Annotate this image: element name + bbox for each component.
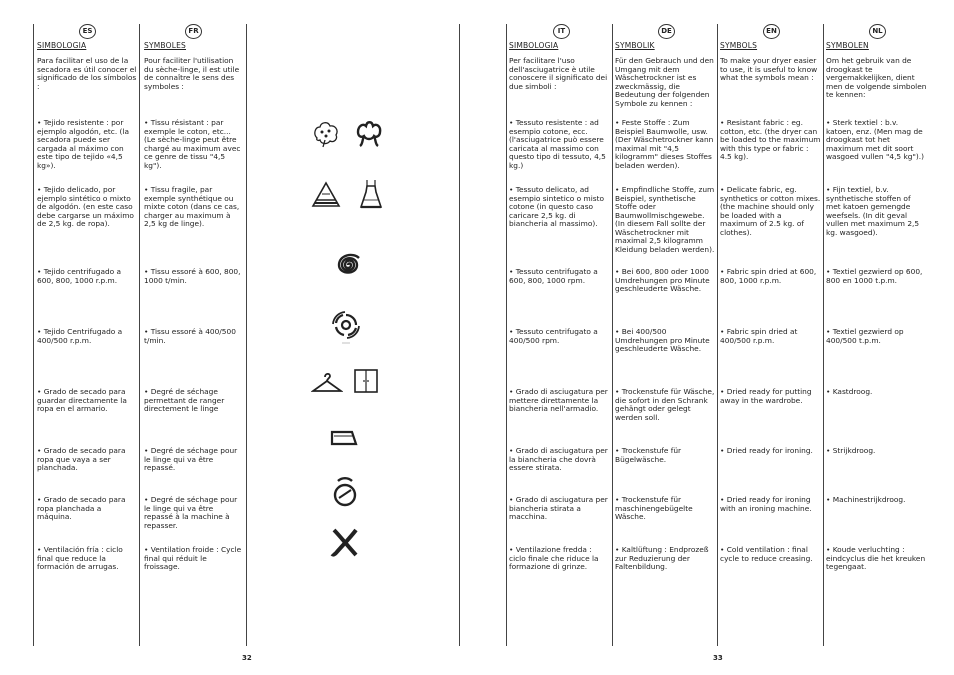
symbol-description: • Grado de secado para ropa planchada a máquina. (37, 495, 126, 521)
symbol-description: • Textiel gezwierd op 600, 800 en 1000 t.p.m. (826, 267, 923, 285)
symbol-description: • Grado di asciugatura per la biancheria che dovrà essere stirata. (509, 446, 608, 472)
iron-dry-icon (328, 428, 360, 448)
column-heading: SYMBOLIK (615, 41, 655, 50)
lang-badge-nl: NL (869, 24, 886, 39)
column-heading: SIMBOLOGIA (37, 41, 87, 50)
symbol-description: • Tissu résistant : par exemple le coton, etc... (Le sèche-linge peut être chargé au maximum avec ce genre de tissu "4,5 kg"). (144, 118, 241, 170)
delicate-iron-icon (311, 180, 341, 210)
rule-fr-icons (246, 24, 247, 646)
symbol-description: • Tissu fragile, par exemple synthétique ou mixte coton (dans ce cas, charger au maximum à 2,5 kg de linge). (144, 185, 240, 228)
column-heading: SIMBOLOGIA (509, 41, 559, 50)
column-intro: Für den Gebrauch und den Umgang mit dem Wäschetrockner ist es zweckmässig, die Bedeutung der folgenden Symbole zu kennen : (615, 56, 714, 108)
symbol-description: • Dried ready for putting away in the wardrobe. (720, 387, 812, 405)
page-number-right: 33 (713, 654, 723, 662)
symbol-description: • Tessuto resistente : ad esempio cotone, ecc. (l'asciugatrice può essere caricata al massimo con questo tipo di tessuto, 4,5 kg.) (509, 118, 606, 170)
symbol-description: • Cold ventilation : final cycle to reduce creasing. (720, 545, 813, 563)
symbol-description: • Textiel gezwierd op 400/500 t.p.m. (826, 327, 904, 345)
page-number-left: 32 (242, 654, 252, 662)
rule-es-fr (139, 24, 140, 646)
symbol-description: • Fijn textiel, b.v. synthetische stoffen of met katoen gemengde weefsels. (In dit geval vullen met maximum 2,5 kg. wasgoed). (826, 185, 920, 237)
spin-high-icon (333, 250, 363, 280)
symbol-description: • Kaltlüftung : Endprozeß zur Reduzierung der Faltenbildung. (615, 545, 709, 571)
symbol-description: • Kastdroog. (826, 387, 873, 396)
lang-badge-fr: FR (185, 24, 202, 39)
symbol-description: • Degré de séchage permettant de ranger directement le linge (144, 387, 225, 413)
symbol-description: • Degré de séchage pour le linge qui va être repassé. (144, 446, 238, 472)
symbol-description: • Sterk textiel : b.v. katoen, enz. (Men mag de droogkast tot het maximum met dit soort wasgoed vullen "4,5 kg").) (826, 118, 924, 161)
symbol-description: • Empfindliche Stoffe, zum Beispiel, synthetische Stoffe oder Baumwollmischgewebe. (In diesem Fall sollte der Wäschetrockner mit maximal 2,5 kilogramm Kleidung beladen werden). (615, 185, 715, 254)
symbol-description: • Fabric spin dried at 600, 800, 1000 r.p.m. (720, 267, 817, 285)
column-intro: Per facilitare l'uso dell'asciugatrice è utile conoscere il significato dei due simboli : (509, 56, 608, 91)
column-heading: SYMBOLEN (826, 41, 869, 50)
cotton-icon (311, 118, 341, 148)
symbol-description: • Tejido centrifugado a 600, 800, 1000 r.p.m. (37, 267, 122, 285)
symbol-description: • Grado de secado para ropa que vaya a ser planchada. (37, 446, 126, 472)
symbol-description: • Resistant fabric : eg. cotton, etc. (the dryer can be loaded to the maximum with this type or fabric : 4.5 kg). (720, 118, 821, 161)
symbol-description: • Grado de secado para guardar directamente la ropa en el armario. (37, 387, 127, 413)
column-heading: SYMBOLES (144, 41, 187, 50)
symbol-description: • Bei 600, 800 oder 1000 Umdrehungen pro Minute geschleuderte Wäsche. (615, 267, 710, 293)
symbol-description: • Tissu essoré à 400/500 t/min. (144, 327, 236, 345)
symbol-description: • Degré de séchage pour le linge qui va être repassé à la machine à repasser. (144, 495, 238, 530)
symbol-description: • Tessuto delicato, ad esempio sintetico o misto cotone (in questo caso caricare 2,5 kg. di biancheria al massimo). (509, 185, 605, 228)
rule-en-nl (823, 24, 824, 646)
lang-badge-en: EN (763, 24, 780, 39)
symbol-description: • Grado di asciugatura per mettere direttamente la biancheria nell'armadio. (509, 387, 608, 413)
wool-icon (354, 118, 384, 148)
column-intro: Om het gebruik van de droogkast te vergemakkelijken, dient men de volgende simbolen te kennen: (826, 56, 927, 99)
symbol-description: • Tessuto centrifugato a 600, 800, 1000 rpm. (509, 267, 598, 285)
symbol-description: • Tessuto centrifugato a 400/500 rpm. (509, 327, 598, 345)
lang-badge-it: IT (553, 24, 570, 39)
symbol-description: • Ventilazione fredda : ciclo finale che riduce la formazione di grinze. (509, 545, 599, 571)
dress-icon (356, 178, 386, 210)
lang-badge-de: DE (658, 24, 675, 39)
column-intro: To make your dryer easier to use, it is useful to know what the symbols mean : (720, 56, 818, 82)
rule-center-left (459, 24, 460, 646)
symbol-description: • Tejido resistente : por ejemplo algodón, etc. (la secadora puede ser cargada al máximo con este tipo de tejido «4,5 kg»). (37, 118, 130, 170)
symbol-description: • Dried ready for ironing. (720, 446, 813, 455)
symbol-description: • Ventilation froide : Cycle final qui réduit le froissage. (144, 545, 242, 571)
column-heading: SYMBOLS (720, 41, 758, 50)
rule-icons-it (506, 24, 507, 646)
symbol-description: • Strijkdroog. (826, 446, 876, 455)
spin-low-icon (331, 310, 361, 344)
symbol-description: • Grado di asciugatura per biancheria stirata a macchina. (509, 495, 608, 521)
symbol-description: • Trockenstufe für Wäsche, die sofort in den Schrank gehängt oder gelegt werden soll. (615, 387, 715, 422)
symbol-description: • Delicate fabric, eg. synthetics or cotton mixes. (the machine should only be loaded with a maximum of 2.5 kg. of clothes). (720, 185, 821, 237)
symbol-description: • Trockenstufe für Bügelwäsche. (615, 446, 682, 464)
wardrobe-icon (352, 367, 380, 395)
symbol-description: • Fabric spin dried at 400/500 r.p.m. (720, 327, 798, 345)
symbol-description: • Bei 400/500 Umdrehungen pro Minute geschleuderte Wäsche. (615, 327, 710, 353)
symbol-description: • Tejido delicado, por ejemplo sintético o mixto de algodón. (en este caso debe cargarse un máximo de 2,5 kg. de ropa). (37, 185, 134, 228)
rule-it-de (612, 24, 613, 646)
symbol-description: • Trockenstufe für maschinengebügelte Wäsche. (615, 495, 693, 521)
hanger-icon (311, 370, 343, 396)
symbol-description: • Tissu essoré à 600, 800, 1000 t/min. (144, 267, 241, 285)
symbol-description: • Koude verluchting : eindcyclus die het kreuken tegengaat. (826, 545, 926, 571)
column-intro: Para facilitar el uso de la secadora es útil conocer el significado de los símbolos : (37, 56, 137, 91)
symbol-description: • Ventilación fría : ciclo final que reduce la formación de arrugas. (37, 545, 123, 571)
lang-badge-es: ES (79, 24, 96, 39)
cool-cycle-icon (330, 526, 360, 558)
symbol-description: • Tejido Centrifugado a 400/500 r.p.m. (37, 327, 123, 345)
symbol-description: • Machinestrijkdroog. (826, 495, 906, 504)
symbol-description: • Feste Stoffe : Zum Beispiel Baumwolle, usw. (Der Wäschetrockner kann maximal mit "4,5 kilogramm" dieses Stoffes beladen werden). (615, 118, 714, 170)
machine-iron-icon (330, 476, 360, 508)
rule-de-en (717, 24, 718, 646)
symbol-description: • Dried ready for ironing with an ironing machine. (720, 495, 812, 513)
rule-left-es (33, 24, 34, 646)
column-intro: Pour faciliter l'utilisation du sèche-linge, il est utile de connaître le sens des symboles : (144, 56, 240, 91)
